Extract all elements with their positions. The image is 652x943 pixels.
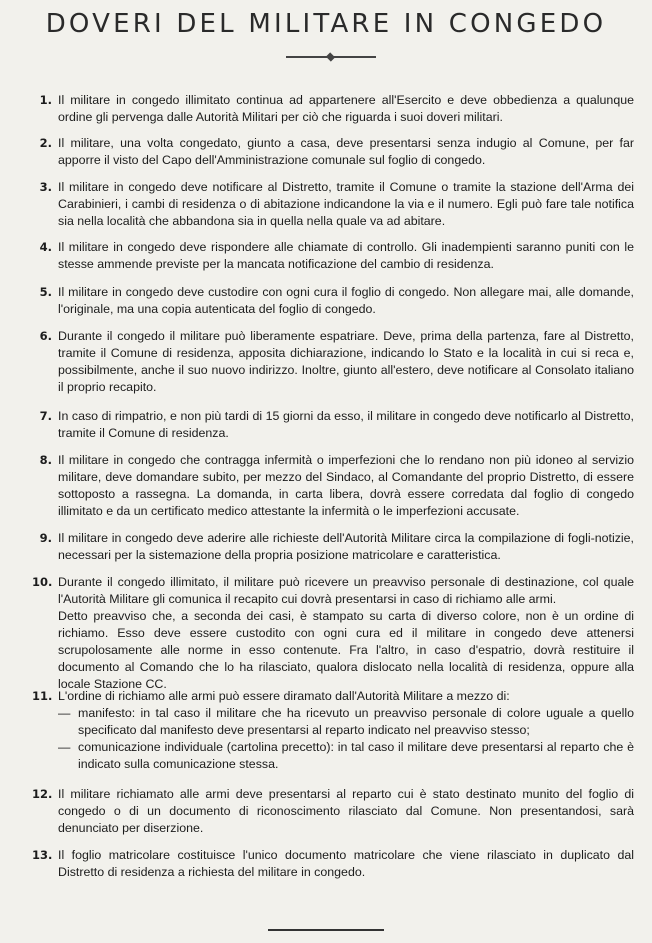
item-text: Il militare richiamato alle armi deve presentarsi al reparto cui è stato destinato munito del foglio di congedo o di un documento di riconoscimento rilasciato dal Comune. Non presentandosi, sarà denunciato per diserzione. — [58, 787, 634, 835]
footer-rule — [268, 929, 384, 931]
item-number: 5. — [39, 285, 52, 299]
dash-marker: — — [58, 706, 71, 720]
item-number: 1. — [39, 93, 52, 107]
item-text: Il foglio matricolare costituisce l'unico documento matricolare che viene rilasciato in duplicato dal Distretto di residenza a richiesta del militare in congedo. — [58, 848, 634, 879]
item-number: 12. — [32, 787, 53, 801]
item-number: 11. — [32, 689, 53, 703]
list-item — [32, 574, 634, 693]
item-number: 6. — [39, 329, 52, 343]
item-text-continued: Detto preavviso che, a seconda dei casi, è stampato su carta di diverso colore, non è un ordine di richiamo. Esso deve essere custodito con ogni cura ed il militare in congedo deve attenersi scrupolosamente alle norme in esso contenute. Fra l'altro, in caso d'espatrio, dovrà restituire il documento al Comando che lo ha rilasciato, qualora dislocato nella località di residenza, oppure alla locale Stazione CC. — [58, 609, 634, 691]
list-item — [39, 179, 634, 230]
list-item — [39, 284, 634, 318]
list-item — [39, 92, 634, 126]
item-number: 3. — [39, 180, 52, 194]
item-number: 10. — [32, 575, 53, 589]
bullet-item — [58, 739, 634, 773]
item-text: Il militare in congedo illimitato continua ad appartenere all'Esercito e deve obbedienza a qualunque ordine gli pervenga dalle Autorità Militari per ciò che riguarda i suoi doveri militari. — [58, 93, 634, 124]
item-number: 4. — [39, 240, 52, 254]
item-text: Il militare in congedo deve rispondere alle chiamate di controllo. Gli inadempienti saranno puniti con le stesse ammende previste per la mancata notificazione del cambio di residenza. — [58, 240, 634, 271]
item-text: Durante il congedo il militare può liberamente espatriare. Deve, prima della partenza, fare al Distretto, tramite il Comune di residenza, apposita dichiarazione, indicando lo Stato e la località in cui si reca e, possibilmente, anche il suo nuovo indirizzo. Inoltre, giunto all'estero, deve notificare al Consolato italiano il proprio recapito. — [58, 329, 634, 394]
list-item — [39, 239, 634, 273]
item-text: In caso di rimpatrio, e non più tardi di 15 giorni da esso, il militare in congedo deve notificarlo al Distretto, tramite il Comune di residenza. — [58, 409, 634, 440]
item-text: Il militare in congedo deve notificare al Distretto, tramite il Comune o tramite la stazione dell'Arma dei Carabinieri, i cambi di residenza o di abitazione indicandone la via e il numero. Egli può fare tale notifica sia nella località che abbandona sia in quella nella quale va ad abitare. — [58, 180, 634, 228]
list-item — [32, 786, 634, 837]
list-item — [39, 530, 634, 564]
item-number: 8. — [39, 453, 52, 467]
list-item — [39, 328, 634, 396]
item-text: Il militare in congedo deve custodire con ogni cura il foglio di congedo. Non allegare mai, alle domande, l'originale, ma una copia autenticata del foglio di congedo. — [58, 285, 634, 316]
dash-marker: — — [58, 740, 71, 754]
item-text: Il militare, una volta congedato, giunto a casa, deve presentarsi senza indugio al Comune, per far apporre il visto del Capo dell'Amministrazione comunale sul foglio di congedo. — [58, 136, 634, 167]
title-ornament — [286, 54, 376, 60]
bullet-item — [58, 705, 634, 739]
item-number: 7. — [39, 409, 52, 423]
item-text: Durante il congedo illimitato, il militare può ricevere un preavviso personale di destinazione, col quale l'Autorità Militare gli comunica il recapito cui dovrà presentarsi in caso di richiamo alle armi. — [58, 575, 634, 606]
list-item — [32, 688, 634, 773]
item-number: 13. — [32, 848, 53, 862]
list-item — [39, 452, 634, 520]
list-item — [39, 408, 634, 442]
ornament-diamond — [326, 52, 335, 61]
list-item — [39, 135, 634, 169]
item-text: Il militare in congedo che contragga infermità o imperfezioni che lo rendano non più idoneo al servizio militare, deve domandare subito, per mezzo del Sindaco, al Comandante del proprio Distretto, di essere sottoposto a rassegna. La domanda, in carta libera, dovrà essere corredata dal foglio di congedo illimitato e da un certificato medico attestante la infermità o le imperfezioni accusate. — [58, 453, 634, 518]
bullet-text: comunicazione individuale (cartolina precetto): in tal caso il militare deve presentarsi al reparto che è indicato sulla comunicazione stessa. — [78, 740, 634, 771]
item-text: L'ordine di richiamo alle armi può essere diramato dall'Autorità Militare a mezzo di: — [58, 689, 510, 703]
list-item — [32, 847, 634, 881]
item-text: Il militare in congedo deve aderire alle richieste dell'Autorità Militare circa la compilazione di fogli-notizie, necessari per la sistemazione della propria posizione matricolare e caratteristica. — [58, 531, 634, 562]
bullet-text: manifesto: in tal caso il militare che ha ricevuto un preavviso personale di colore uguale a quello specificato dal manifesto deve presentarsi al reparto indicato nel preavviso stesso; — [78, 706, 634, 737]
item-number: 2. — [39, 136, 52, 150]
page-title: DOVERI DEL MILITARE IN CONGEDO — [45, 9, 607, 39]
item-number: 9. — [39, 531, 52, 545]
